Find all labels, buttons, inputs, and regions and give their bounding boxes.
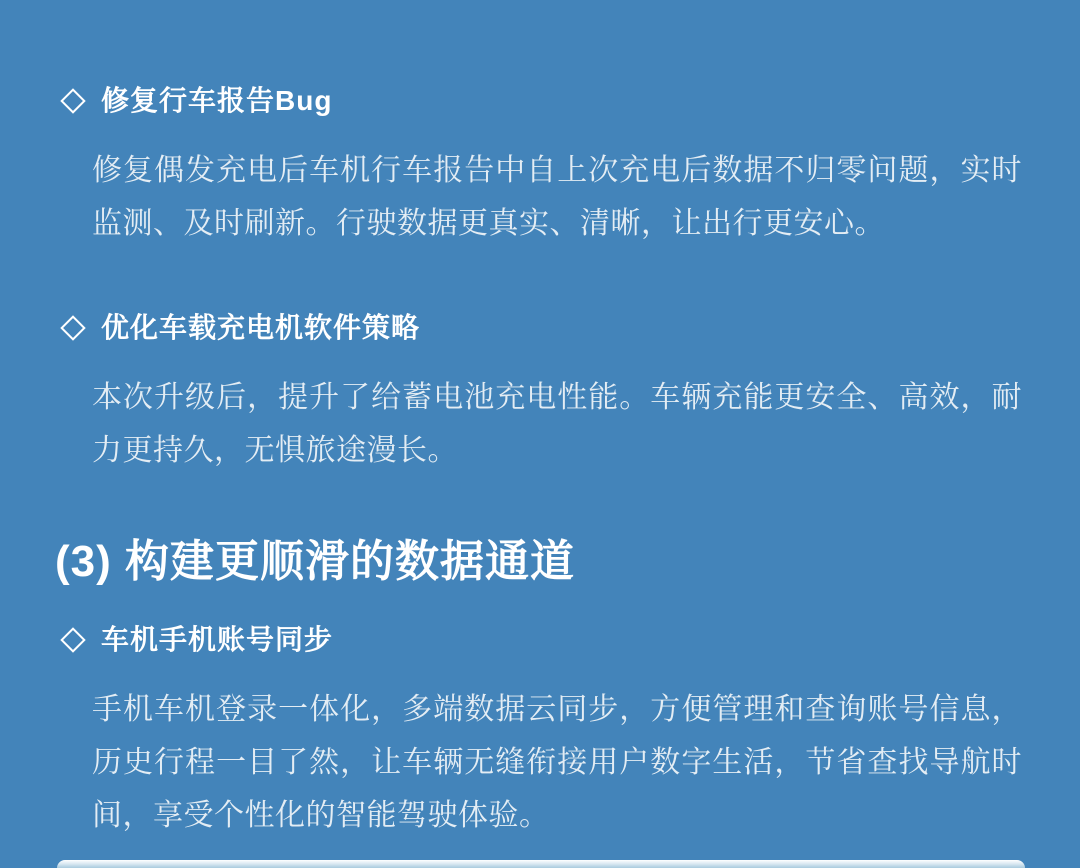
spacer — [60, 477, 1022, 537]
feature-body-text: 修复偶发充电后车机行车报告中自上次充电后数据不归零问题，实时监测、及时刷新。行驶数据更真实、清晰，让出行更安心。 — [92, 154, 1022, 240]
feature-section-title — [60, 313, 1022, 343]
diamond-bullet-icon — [60, 315, 85, 340]
feature-title-text: 车机手机账号同步 — [101, 624, 334, 655]
feature-body-text: 本次升级后，提升了给蓄电池充电性能。车辆充能更安全、高效，耐力更持久，无惧旅途漫长。 — [92, 381, 1022, 467]
feature-body-text: 手机车机登录一体化，多端数据云同步，方便管理和查询账号信息，历史行程一目了然，让车辆无缝衔接用户数字生活，节省查找导航时间，享受个性化的智能驾驶体验。 — [92, 693, 1022, 832]
spacer — [60, 250, 1022, 313]
diamond-bullet-icon — [60, 627, 85, 652]
feature-title-text: 优化车载充电机软件策略 — [101, 312, 421, 343]
next-card-top-edge — [57, 860, 1025, 868]
chapter-heading: (3) 构建更顺滑的数据通道 — [55, 537, 575, 586]
spacer — [60, 587, 1022, 625]
feature-section-title — [60, 86, 1022, 116]
feature-title-text: 修复行车报告Bug — [101, 85, 333, 116]
feature-section-title — [60, 625, 1022, 655]
diamond-bullet-icon — [60, 88, 85, 113]
